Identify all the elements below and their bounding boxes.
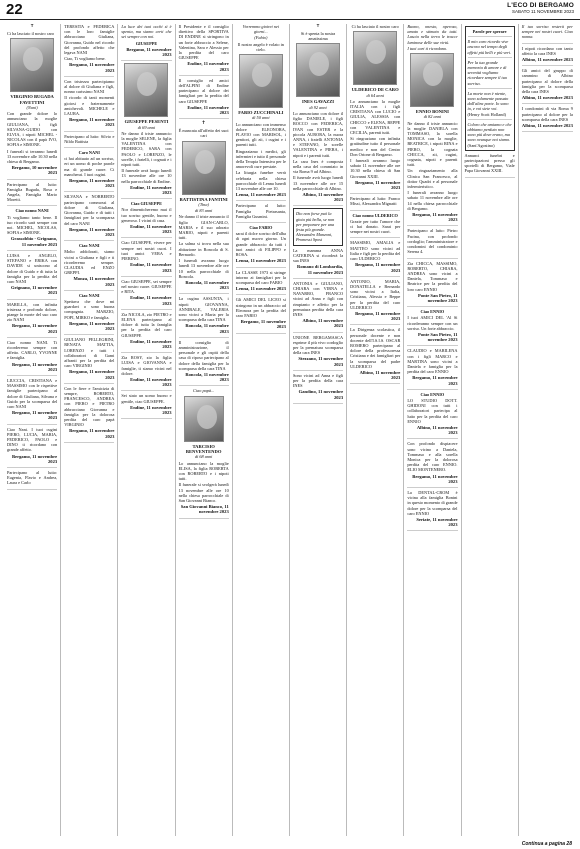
signature-line: Endine, 11 novembre 2023 bbox=[130, 224, 172, 235]
signature-line: Albino, 11 novembre 2023 bbox=[521, 95, 573, 101]
announcement bbox=[121, 201, 171, 238]
announcement-text: Ciao, Ti vogliamo bene. bbox=[64, 56, 106, 62]
signature-line: Lenna, 11 novembre 2023 bbox=[235, 258, 286, 264]
portrait-photo bbox=[410, 53, 454, 107]
portrait-photo bbox=[184, 396, 224, 442]
issue-date: SABATO 11 NOVEMBRE 2023 bbox=[511, 9, 574, 14]
announcement bbox=[293, 24, 343, 206]
signature-line: Bergamo, 11 novembre 2023 bbox=[355, 310, 401, 322]
announcement bbox=[7, 378, 57, 425]
announcement-text: Il nostro angelo è volato in cielo. bbox=[237, 41, 284, 52]
signature-line: Lenna, 11 novembre 2023 bbox=[235, 286, 286, 292]
announcement-text: Un ringraziamento alla Clinica San Francesco, al dottor Quadri e al personale infermieristico. bbox=[407, 168, 458, 190]
announcement-text: Partecipano al lutto: Famiglia Bugada, Rosa e Angela, Famiglia Mario Moretti. bbox=[7, 181, 58, 203]
signature-line: Albino, 11 novembre 2023 bbox=[521, 123, 573, 129]
quote-box bbox=[293, 208, 343, 245]
announcement bbox=[7, 427, 57, 468]
announcement-heading: Ciao ENNIO bbox=[420, 391, 445, 397]
announcement-text: La Dirigenza scolastica, il personale docente e non docente dell'I.S.I.S. OSCAR ROMERO partecipano al dolore della professoressa Cristiana e dei famigliari per la scomparsa del padre ULDERICO bbox=[350, 327, 401, 369]
announcement-text: Ciao Nani. I tuoi cugini PIERO, LUCIA, MARIA, FEDERICO, PAOLO e DINO ti ricordano con grande affetto. bbox=[7, 426, 58, 453]
announcement-heading: Ciao nonno ULDERICO bbox=[352, 212, 398, 218]
announcement-text: Molto addolorati, siamo vicini a Giuliana e figli e ti ricorderemo sempre. CLAUDIA ed ENZO GREPPI. bbox=[64, 249, 115, 276]
announcement bbox=[407, 490, 457, 531]
quote-text: Il mio caro ricordo vive ancora nel tempo degli affetti più belli e più veri. bbox=[467, 39, 512, 55]
deceased-age: di 83 anni bbox=[194, 208, 213, 214]
deceased-name: INES GAVAZZI bbox=[301, 99, 335, 105]
signature-line: Albino, 11 novembre 2023 bbox=[302, 318, 344, 329]
announcement-text: Sei stato un uomo buono e gentile, ciao GIUSEPPE. bbox=[121, 393, 172, 404]
announcement bbox=[350, 327, 400, 384]
signature-line: Grignano, 11 novembre 2023 bbox=[10, 285, 58, 296]
announcement-text: I tuoi cari ti ricordano. bbox=[407, 45, 448, 51]
column-8 bbox=[404, 24, 461, 836]
announcement-text: Il funerale si svolgerà lunedì 13 novembre alle ore 10 nella chiesa parrocchiale di San Giovanni Bianco. bbox=[178, 482, 229, 503]
announcement-text: La luce dei tuoi occhi sì è spenta, ma siamo certi che sei sempre con noi. bbox=[121, 24, 172, 40]
signature-line: Stezzano, 11 novembre 2023 bbox=[298, 356, 344, 367]
cross-icon: ✝ bbox=[201, 121, 206, 127]
cross-icon: ✝ bbox=[29, 24, 35, 29]
announcement bbox=[121, 355, 171, 391]
announcement bbox=[7, 302, 57, 338]
column-5 bbox=[233, 24, 290, 836]
announcement bbox=[179, 388, 229, 518]
announcement bbox=[522, 68, 573, 104]
announcement-text: CLAUDIO e MARILENA con i figli MARCO e MARTINA sono vicini a Daniela e famiglia per la perdita del caro ENNIO bbox=[407, 348, 458, 375]
announcement-text: LUISA e ANGELO, STEFANO e ERIKA con DAVIDE si uniscono al dolore di Guido e di tutta la famiglia per la perdita del caro NANI bbox=[7, 252, 58, 284]
announcement-text: Il consiglio di amministrazione, il personale e gli ospiti della casa di riposo partecipano al dolore della famiglia per la scomparsa della cara TINA bbox=[178, 339, 229, 371]
signature-line: Ponte San Pietro, 11 novembre 2023 bbox=[418, 331, 458, 343]
signature-line: Bergamo, 11 novembre 2023 bbox=[11, 410, 58, 421]
signature-line: Albino, 11 novembre 2023 bbox=[521, 57, 573, 63]
page-number: 22 bbox=[6, 1, 23, 18]
quote-author: (Henry Scott Holland) bbox=[467, 111, 506, 117]
announcement-text: Lo annunciano con dolore il figlio DANIELE, i figli ROCCO con FEDERICA, IVAN con ESTER e la piccola AURORA, la nuora ANNA, i fratelli ANTONIA e STEFANO, le sorelle VALENTINA e PIERA, i nipoti e i parenti tutti. bbox=[292, 111, 344, 158]
announcement bbox=[522, 106, 573, 132]
announcement-text: Lo annunciano la moglie ELISA, la figlia ROBERTA con ROBERTO e i nipoti tutti. bbox=[178, 460, 229, 482]
announcement-text: I funerali avranno luogo sabato 11 novembre alle ore 14 nella chiesa parrocchiale di Bergamo. bbox=[407, 190, 458, 211]
announcement-text: (Fabio) bbox=[254, 35, 268, 41]
announcement bbox=[121, 393, 171, 419]
signature-line: Seriate, 11 novembre 2023 bbox=[416, 517, 458, 528]
announcement bbox=[179, 340, 229, 387]
quote-text: La morte non è niente, sono solamente passato dall'altra parte. Io sono io, e voi siete voi. bbox=[467, 90, 509, 112]
deceased-age: di 50 anni bbox=[252, 115, 270, 121]
announcement-text: La mamma ANNA CATERINA si ricorderà la sua INES bbox=[292, 247, 344, 264]
deceased-age: di 69 anni bbox=[137, 124, 156, 130]
announcement bbox=[179, 24, 229, 76]
deceased-age: di 68 anni bbox=[194, 454, 213, 460]
announcement-text: Con grande dolore lo annunciano la moglie GIULIANA, i figli SILVANA-GUIDO con ELVIA, i nipoti MICHEL - NICOLAS con il papà IVO, SOFIA e SIMONE. bbox=[7, 111, 58, 148]
announcement bbox=[293, 248, 343, 279]
announcement-text: UNIONE BERGAMASCA esprime il più vivo cordoglio per la prematura scomparsa della cara INES bbox=[292, 334, 344, 356]
announcement bbox=[64, 79, 114, 132]
continued-on-page: Continua a pagina 28 bbox=[521, 841, 572, 847]
announcement-text: La cara Ines è composta nella casa del commiato in via Roma 9 ad Albino. bbox=[292, 158, 344, 175]
announcement-text: Annunci funebri e partecipazioni presso gli sportelli di Bergamo, Viale Papa Giovanni XXIII. bbox=[464, 152, 515, 174]
announcement-text: I funerali avranno luogo lunedì 13 novembre alle ore 10 nella parrocchiale di Roncola. bbox=[178, 258, 229, 279]
portrait-photo bbox=[353, 31, 397, 85]
announcement bbox=[179, 296, 229, 337]
announcement-text: Si è spenta la nostra amatissima bbox=[300, 31, 336, 42]
deceased-alias: (Tina) bbox=[198, 202, 209, 208]
signature-line: Bergamo, 11 novembre 2023 bbox=[412, 375, 458, 386]
hope-words-box bbox=[465, 26, 515, 151]
announcement-text: GIULIANO PELLEGRINI, RENATA MATTIA, LORENZO e tutti i collaboratori di Gami affranti per la perdita del caro VIRGINIO bbox=[64, 337, 115, 369]
announcement-text: Ciao GIUSEPPE, sei sempre nel nostro cuore. GIUSEPPE e RITA. bbox=[121, 278, 172, 295]
signature-line: Endine, 11 novembre 2023 bbox=[187, 61, 229, 72]
signature-line: Bergamo, 11 novembre 2023 bbox=[69, 62, 115, 73]
paper-name: L'ECO DI BERGAMO bbox=[507, 2, 574, 9]
announcement-text: Il consiglio ed amici dell'ALPINI di Endine partecipano al dolore dei famigliari per la perdita del caro GIUSEPPE bbox=[178, 77, 229, 104]
announcement bbox=[236, 203, 286, 223]
announcement bbox=[64, 194, 114, 241]
quote-text: Dio non forse può la gioia più bella, se non per preparare per una festa più grande. bbox=[295, 211, 335, 233]
signature-line: Bergamo, 11 novembre 2023 bbox=[69, 428, 115, 439]
announcement-text: I funerali avranno luogo sabato 11 novembre alle ore 10.30 nella chiesa di San Giovanni XXIII. bbox=[350, 158, 401, 179]
quote-text: Coloro che amiamo e che abbiamo perduto non sono più dove erano, ma sono ovunque noi siamo. bbox=[467, 121, 512, 143]
masthead bbox=[0, 0, 580, 20]
announcement bbox=[121, 240, 171, 276]
signature-line: Bergamo, 11 novembre 2023 bbox=[69, 320, 115, 331]
announcement bbox=[407, 348, 457, 389]
announcement-text: ANTONIA e GIULIANO, CHIARA con VIRNA e NAVARRO, FRANCO vicini ad Anna e figli con rimpianto e affetto per la prematura perdita della cara INES bbox=[292, 280, 344, 317]
column-3 bbox=[118, 24, 175, 836]
signature-line: Endine, 11 novembre 2023 bbox=[130, 184, 172, 196]
announcement-text: I funerali si terranno lunedì 13 novembre alle 10.30 nella chiesa di Bergamo. bbox=[7, 148, 58, 165]
announcement-heading: Caro NANI bbox=[78, 150, 100, 156]
announcement bbox=[64, 293, 114, 335]
announcement bbox=[350, 24, 400, 194]
announcement-text: MARILLA, con infinita tristezza e profondo dolore, piange la morte del suo caro zio NANI bbox=[7, 301, 58, 323]
announcement bbox=[407, 228, 457, 258]
announcement-text: Il funerale avrà luogo lunedì 13 novembre alle ore 10 nella parrocchiale di Endine. bbox=[121, 168, 172, 184]
announcement-text: Ciao GIUSEPPE, vivere per sempre nei nostri cuori. I tuoi amici VERA e PIERINO. bbox=[121, 240, 172, 262]
signature-line: Bergamo, 11 novembre 2023 bbox=[69, 178, 115, 189]
announcement-text: Zia CHICCA, MASSIMO, ROBERTO, CHIARA, ANDREA sono vicini a Daniela, Tommaso e Beatrice per la perdita del loro caro ENNIO bbox=[407, 260, 458, 292]
announcement-text: Zia NICOLA, zio PIETRO e ELENA partecipano al dolore di tutta la famiglia per la perdita del caro GIUSEPPE bbox=[121, 311, 172, 338]
signature-line: Bergamo, 11 novembre 2023 bbox=[412, 473, 458, 484]
announcement-heading: Ciao GIUSEPPE bbox=[130, 201, 163, 207]
signature-line: Grassobbio - Grignano, 11 novembre 2023 bbox=[10, 236, 58, 247]
signature-line: Endine, 11 novembre 2023 bbox=[130, 376, 172, 388]
column-9 bbox=[462, 24, 519, 836]
announcement bbox=[236, 225, 286, 267]
announcement-text: La CLASSE 1973 si stringe intorno ai famigliari per la scomparsa del caro FABIO bbox=[235, 269, 286, 285]
announcement bbox=[7, 253, 57, 300]
announcement-text: Buono, onesto, operoso, amato e stimato da tutti. Lascia nella terra le tracce luminose delle sue virtù. bbox=[407, 24, 458, 45]
signature-line: Bergamo, 11 novembre 2023 bbox=[355, 179, 401, 191]
announcement-text: I nipoti ricordano con tanto affetto la cara INES bbox=[521, 45, 573, 56]
announcement-heading: Ciao nonno NANI bbox=[15, 208, 49, 214]
quote-author: (Sant'Agostino) bbox=[467, 142, 495, 148]
announcement-text: ANTONIO, MARIA, DONATELLA e Bernardo sono vicini a Italia, Cristiana, Alessia e Beppe per la perdita del caro ULDERICO bbox=[350, 278, 401, 310]
deceased-name: GIUSEPPE PESENTI bbox=[124, 119, 169, 125]
announcement bbox=[64, 337, 114, 384]
signature-line: Roncola, 11 novembre 2023 bbox=[185, 279, 229, 291]
obituaries-columns bbox=[4, 24, 576, 836]
portrait-photo bbox=[296, 43, 340, 97]
announcement-text: Il ricordo di tanti momenti gioiosi e fraternamente amichevoli. MICHELE e LAURA. bbox=[64, 95, 115, 117]
announcement-text: Spettava che dove mi guardavi o sono buona compagnia. MARZIO, POPI, MIRKO e famiglia. bbox=[64, 298, 115, 320]
announcement-text: Con profondo dispiacere sono vicino a Daniela, Tommaso e alla sorella Monica per la dolorosa perdita del caro ENNIO. ELIO MONTENERO. bbox=[407, 441, 458, 473]
signature-line: Bergamo, 11 novembre 2023 bbox=[412, 212, 458, 223]
signature-line: Bergamo, 11 novembre 2023 bbox=[11, 323, 58, 334]
announcement-heading: Ciao FABIO bbox=[249, 225, 273, 231]
signature-line: Ponte San Pietro, 11 novembre 2023 bbox=[418, 292, 458, 303]
quote-text: Per la tua grande memoria di amore e di serenità vogliamo ricordare sempre il tuo sorriso. bbox=[467, 59, 508, 86]
announcement bbox=[465, 153, 515, 178]
announcement bbox=[7, 182, 57, 207]
announcement-text: È mancata all'affetto dei suoi cari bbox=[178, 128, 229, 139]
announcement bbox=[7, 24, 57, 180]
announcement bbox=[64, 243, 114, 291]
portrait-photo bbox=[10, 38, 54, 92]
announcement-text: Ci ha lasciato il nostro caro bbox=[7, 31, 55, 36]
announcement-text: Vorremmo gioirei nei giorni... bbox=[242, 24, 280, 35]
announcement-text: La DENTAL-CROM è vicina alla famiglia Bonini in questo momento di grande dolore per la scomparsa del caro ENNIO bbox=[407, 490, 458, 516]
announcement-text: La cugina ASSUNTA, i nipoti GIOVANNA, ANNIBALE, VALERIA sono vicini a Maria per la scomparsa della cara TINA bbox=[178, 296, 229, 323]
announcement-text: Il Presidente e il consiglio direttivo della SPORTIVA DI ENDINE si stringono in un forte abbraccio a Selene, Valentina, Sara e Alessio per la perdita del caro GIUSEPPE bbox=[178, 24, 229, 61]
deceased-name: ENNIO BONINI bbox=[415, 109, 449, 115]
announcement-text: Partecipano al lutto: Pietro Facina, con profondo cordoglio; l'amministratore e condomini del condominio Serena 4. bbox=[407, 228, 458, 255]
signature-line: Albino, 11 novembre 2023 bbox=[302, 192, 344, 203]
deceased-name: ULDERICO DE CARO bbox=[351, 87, 399, 93]
announcement-text: Grazie per tutto l'amore che ci hai donato. Sarai per sempre nei nostri cuori. bbox=[350, 218, 401, 235]
deceased-alias: (Nani) bbox=[26, 105, 38, 111]
announcement bbox=[7, 340, 57, 376]
announcement-text: Ne danno il triste annuncio il figlio GIAN-CARLO, MARIA e il suo adorato MARIO, nipoti e parenti tutti. bbox=[178, 214, 229, 241]
announcement-text: Gli amici del gruppo di cammino di Albino partecipano al dolore della famiglia per la scomparsa della cara INES bbox=[521, 68, 573, 95]
signature-line: Bergamo, 11 novembre 2023 bbox=[126, 46, 172, 58]
announcement bbox=[64, 134, 114, 148]
signature-line: Bergamo, 11 novembre 2023 bbox=[69, 226, 115, 237]
announcement bbox=[407, 24, 457, 226]
announcement-text: Partecipano al lutto: Silvio e Nildo Battista bbox=[64, 133, 115, 144]
announcement-text: Ringraziamo i medici, gli infermieri e tutto il personale della Terapia Intensiva per le amorevoli cure prestate. bbox=[235, 148, 286, 170]
announcement-heading: GIUSEPPE bbox=[135, 40, 158, 46]
signature-line: Romano di Lombardia, 11 novembre 2023 bbox=[297, 264, 344, 275]
announcement-text: Sono vicini ad Anna e figli per la perdita della cara INES bbox=[292, 372, 344, 389]
signature-line: Albino, 11 novembre 2023 bbox=[359, 369, 401, 381]
announcement bbox=[407, 441, 457, 488]
announcement bbox=[64, 24, 114, 77]
announcement-text: Con tristezza partecipiamo al dolore di Giuliana e figli, nonno carissimo NANI bbox=[64, 78, 115, 95]
announcement bbox=[522, 46, 573, 67]
signature-line: Endine, 11 novembre 2023 bbox=[130, 295, 172, 306]
announcement-text: Partecipano al lutto: Franco Missi, Alessandra Mignatti bbox=[350, 196, 401, 207]
box-title: Parole per sperare bbox=[472, 29, 507, 34]
paper-header bbox=[507, 2, 574, 14]
announcement bbox=[293, 373, 343, 404]
announcement bbox=[350, 279, 400, 326]
announcement bbox=[350, 213, 400, 239]
announcement-text: Gli AMICI DEL LICEO si stringono in un abbraccio ad Eleonora per la perdita del caro FABIO bbox=[235, 297, 286, 318]
announcement-text: Zia ROSY, zio la figlia LUISA e GIOVANNA e famiglie, ti siamo vicini nel dolore. bbox=[121, 355, 172, 376]
announcement-text: Si ringraziano con infinita gratitudine tutto il personale medico e non del Centro Don Orione di Bergamo. bbox=[350, 136, 401, 157]
deceased-name: TARCISIO BENVENTENDO bbox=[185, 443, 222, 454]
signature-line: Bergamo, 11 novembre 2023 bbox=[355, 262, 401, 273]
signature-line: Lenna, 11 novembre 2023 bbox=[235, 192, 286, 198]
announcement-text: Lo annunciano la moglie ITALIA con i figli CRISTIANA con LUCIO e GIULIA, ALESSIA con CHICCO e ELENA, BEPPE con VALENTINA e CECILIA, parenti tutti. bbox=[350, 98, 401, 136]
deceased-age: di 64 anni bbox=[366, 92, 384, 98]
signature-line: Endine, 11 novembre 2023 bbox=[130, 262, 172, 273]
announcement bbox=[407, 392, 457, 440]
column-1 bbox=[4, 24, 61, 836]
announcement-text: Partecipano al lutto: Eugenia, Flavio e Andrea, Laura e Carlo bbox=[7, 470, 58, 486]
signature-line: Endine, 11 novembre 2023 bbox=[130, 404, 172, 415]
announcement bbox=[7, 208, 57, 250]
cross-icon: ✝ bbox=[315, 24, 321, 29]
signature-line: Bergamo, 11 novembre 2023 bbox=[11, 453, 58, 464]
announcement bbox=[236, 270, 286, 296]
signature-line: Roncola, 11 novembre 2023 bbox=[185, 371, 229, 383]
announcement-text: Il tuo sorriso resterà per sempre nei nostri cuori. Ciao nonna. bbox=[521, 24, 573, 40]
announcement-text: I tuoi AMICI DEL 'Al Sì ricorderanno sempre con un sorriso. Un forte abbraccio. bbox=[407, 315, 458, 331]
announcement-text: La salma si trova nella sua abitazione in Roncola di S. Bernardo. bbox=[178, 241, 229, 257]
announcement-text: La liturgia funebre verrà celebrata nella chiesa parrocchiale di Lenna lunedì 13 novembre alle ore 10. bbox=[235, 170, 286, 192]
announcement bbox=[236, 24, 286, 201]
deceased-age: di 92 anni bbox=[309, 104, 327, 110]
announcement bbox=[293, 335, 343, 371]
announcement-heading: Ciao ENNIO bbox=[420, 309, 445, 315]
announcement bbox=[179, 78, 229, 119]
announcement bbox=[121, 24, 171, 61]
announcement-text: Partecipano al lutto: Famiglia Pietrasanta, Famiglia Gusmini. bbox=[235, 203, 286, 219]
signature-line: Bergamo, 10 novembre 2023 bbox=[11, 165, 58, 176]
column-4 bbox=[176, 24, 233, 836]
announcement-text: I condomini di via Roma 9 partecipano al dolore per la scomparsa della cara INES bbox=[521, 106, 573, 122]
announcement-text: LIUCCIA, CRISTIANA e MASSIMO con le rispettive famiglie partecipano al dolore di Giuliana, Silvana e Guido per la scomparsa del caro NANI bbox=[7, 377, 58, 409]
signature-line: Roncola, 11 novembre 2023 bbox=[185, 323, 229, 334]
announcement bbox=[64, 386, 114, 443]
announcement bbox=[121, 63, 171, 199]
deceased-name: VIRGINIO BUGADA FAVETTINI bbox=[10, 94, 54, 105]
announcement-caption: Ciao papà... bbox=[193, 388, 215, 394]
signature-line: Monza, 11 novembre 2023 bbox=[73, 276, 115, 287]
announcement bbox=[121, 279, 171, 310]
signature-line: San Giovanni Bianco, 11 novembre 2023 bbox=[180, 504, 229, 515]
announcement-text: Ne danno il triste annuncio la moglie SELENE, la figlia VALENTINA con FEDERICO, SARA con PAOLO e LORENZO, le sorelle, i fratelli, i cognati e i nipoti tutti. bbox=[121, 130, 172, 168]
announcement bbox=[350, 240, 400, 276]
column-2 bbox=[61, 24, 118, 836]
announcement bbox=[179, 121, 229, 294]
signature-line: Endine, 11 novembre 2023 bbox=[130, 338, 172, 349]
signature-line: Bergamo, 11 novembre 2023 bbox=[69, 117, 115, 128]
portrait-photo bbox=[182, 141, 226, 195]
deceased-age: di 82 anni bbox=[423, 114, 442, 120]
announcement-text: LO STUDIO DOTT. GHIDONI con tutti i collaboratori partecipa al lutto per la perdita del caro ENNIO bbox=[407, 397, 458, 424]
column-10 bbox=[519, 24, 576, 836]
announcement-text: Ci ha lasciato il nostro caro bbox=[351, 24, 399, 29]
signature-line: Gandino, 11 novembre 2023 bbox=[298, 389, 344, 400]
signature-line: Endine, 11 novembre 2023 bbox=[187, 104, 229, 116]
announcement-text: Lo annunciano con immenso dolore ELEONORA, FLAVIO con MARISOL, i genitori, gli zii, i cugini e i parenti tutti. bbox=[235, 121, 286, 148]
column-6 bbox=[290, 24, 347, 836]
announcement-text: SILVANA e NORBERTO partecipano commossi al dolore di Giuliana, Giovanna, Guido e di tutti i famigliari per la scomparsa del caro NANI bbox=[64, 194, 115, 226]
quote-author: Alessandro Manzoni, Promessi Sposi bbox=[295, 232, 333, 243]
announcement-heading: Ciao NANI bbox=[78, 292, 100, 298]
announcement-text: Con le fiere e l'amicizia di sempre, ROBERTO, FRANCESCO, ANDREA con PIERO e PIETRO abbracciano Giovanna e famiglia per la dolorosa perdita del caro papà VIRGINIO bbox=[64, 385, 115, 428]
deceased-name: FABIO ZUCCHINALI bbox=[238, 110, 284, 116]
announcement-text: ci hai abituato ad un sorriso, eri un uomo di poche parole ma di grande cuore. Ci mancherai. I tuoi cugini. bbox=[64, 156, 115, 177]
announcement bbox=[236, 297, 286, 333]
announcement bbox=[407, 309, 457, 346]
announcement bbox=[522, 24, 573, 44]
announcement bbox=[407, 261, 457, 308]
portrait-photo bbox=[124, 63, 168, 117]
portrait-photo bbox=[239, 54, 283, 108]
announcement bbox=[64, 150, 114, 192]
announcement bbox=[7, 470, 57, 490]
announcement bbox=[350, 196, 400, 210]
deceased-name: BATTISTINA FANTINI bbox=[179, 196, 228, 202]
signature-line: Bergamo, 11 novembre 2023 bbox=[69, 369, 115, 380]
announcement-text: Nor dimenticheremo mai il tuo sorriso gentile, buono e generoso. I vicini di casa. bbox=[121, 207, 172, 223]
announcement-heading: Ciao NANI bbox=[78, 243, 100, 249]
signature-line: Bergamo, 11 novembre 2023 bbox=[240, 319, 286, 330]
column-7 bbox=[347, 24, 404, 836]
announcement bbox=[121, 312, 171, 353]
announcement-text: sarai il dolce sorriso dell'alba di ogni nuovo giorno. Un grande abbraccio da tutti i tuoi amici di FILIPPO e ROSA. bbox=[235, 231, 286, 258]
signature-line: Bergamo, 11 novembre 2023 bbox=[11, 361, 58, 372]
announcement-text: MASSIMO, AMALIA e MATTEO sono vicini ad Italia e figli per la perdita del caro ULDERICO bbox=[350, 240, 401, 262]
announcement-text: Il funerale avrà luogo lunedì 13 novembre alle ore 15 nella parrocchiale di Albino. bbox=[292, 175, 344, 191]
announcement bbox=[293, 281, 343, 333]
signature-line: Albino, 11 novembre 2023 bbox=[416, 424, 458, 436]
announcement-text: Ne danno il triste annuncio la moglie DANIELA con TOMMASO, la sorella MONICA con la moglie, BEATRICE, i nipoti RINA e PIERO, la cognata CHICCA, zii, cugini, cognata, nipoti e parenti tutti. bbox=[407, 120, 458, 168]
announcement-text: TERESITA e FEDERICA con le loro famiglie abbracciano Giuliana, Giovanna, Guido nel ricordo del profondo affetto che legava NANI bbox=[64, 24, 115, 56]
announcement-text: Ti vogliamo tanto bene. Il tuo ricordo sarà sempre con noi. MICHEL, NICOLAS, SOFIA e SIMONE. bbox=[7, 214, 58, 236]
announcement-text: Ciao nonno NANI. Ti ricorderemo sempre con affetto. CARLO, YVONNE e famiglia. bbox=[7, 339, 58, 361]
